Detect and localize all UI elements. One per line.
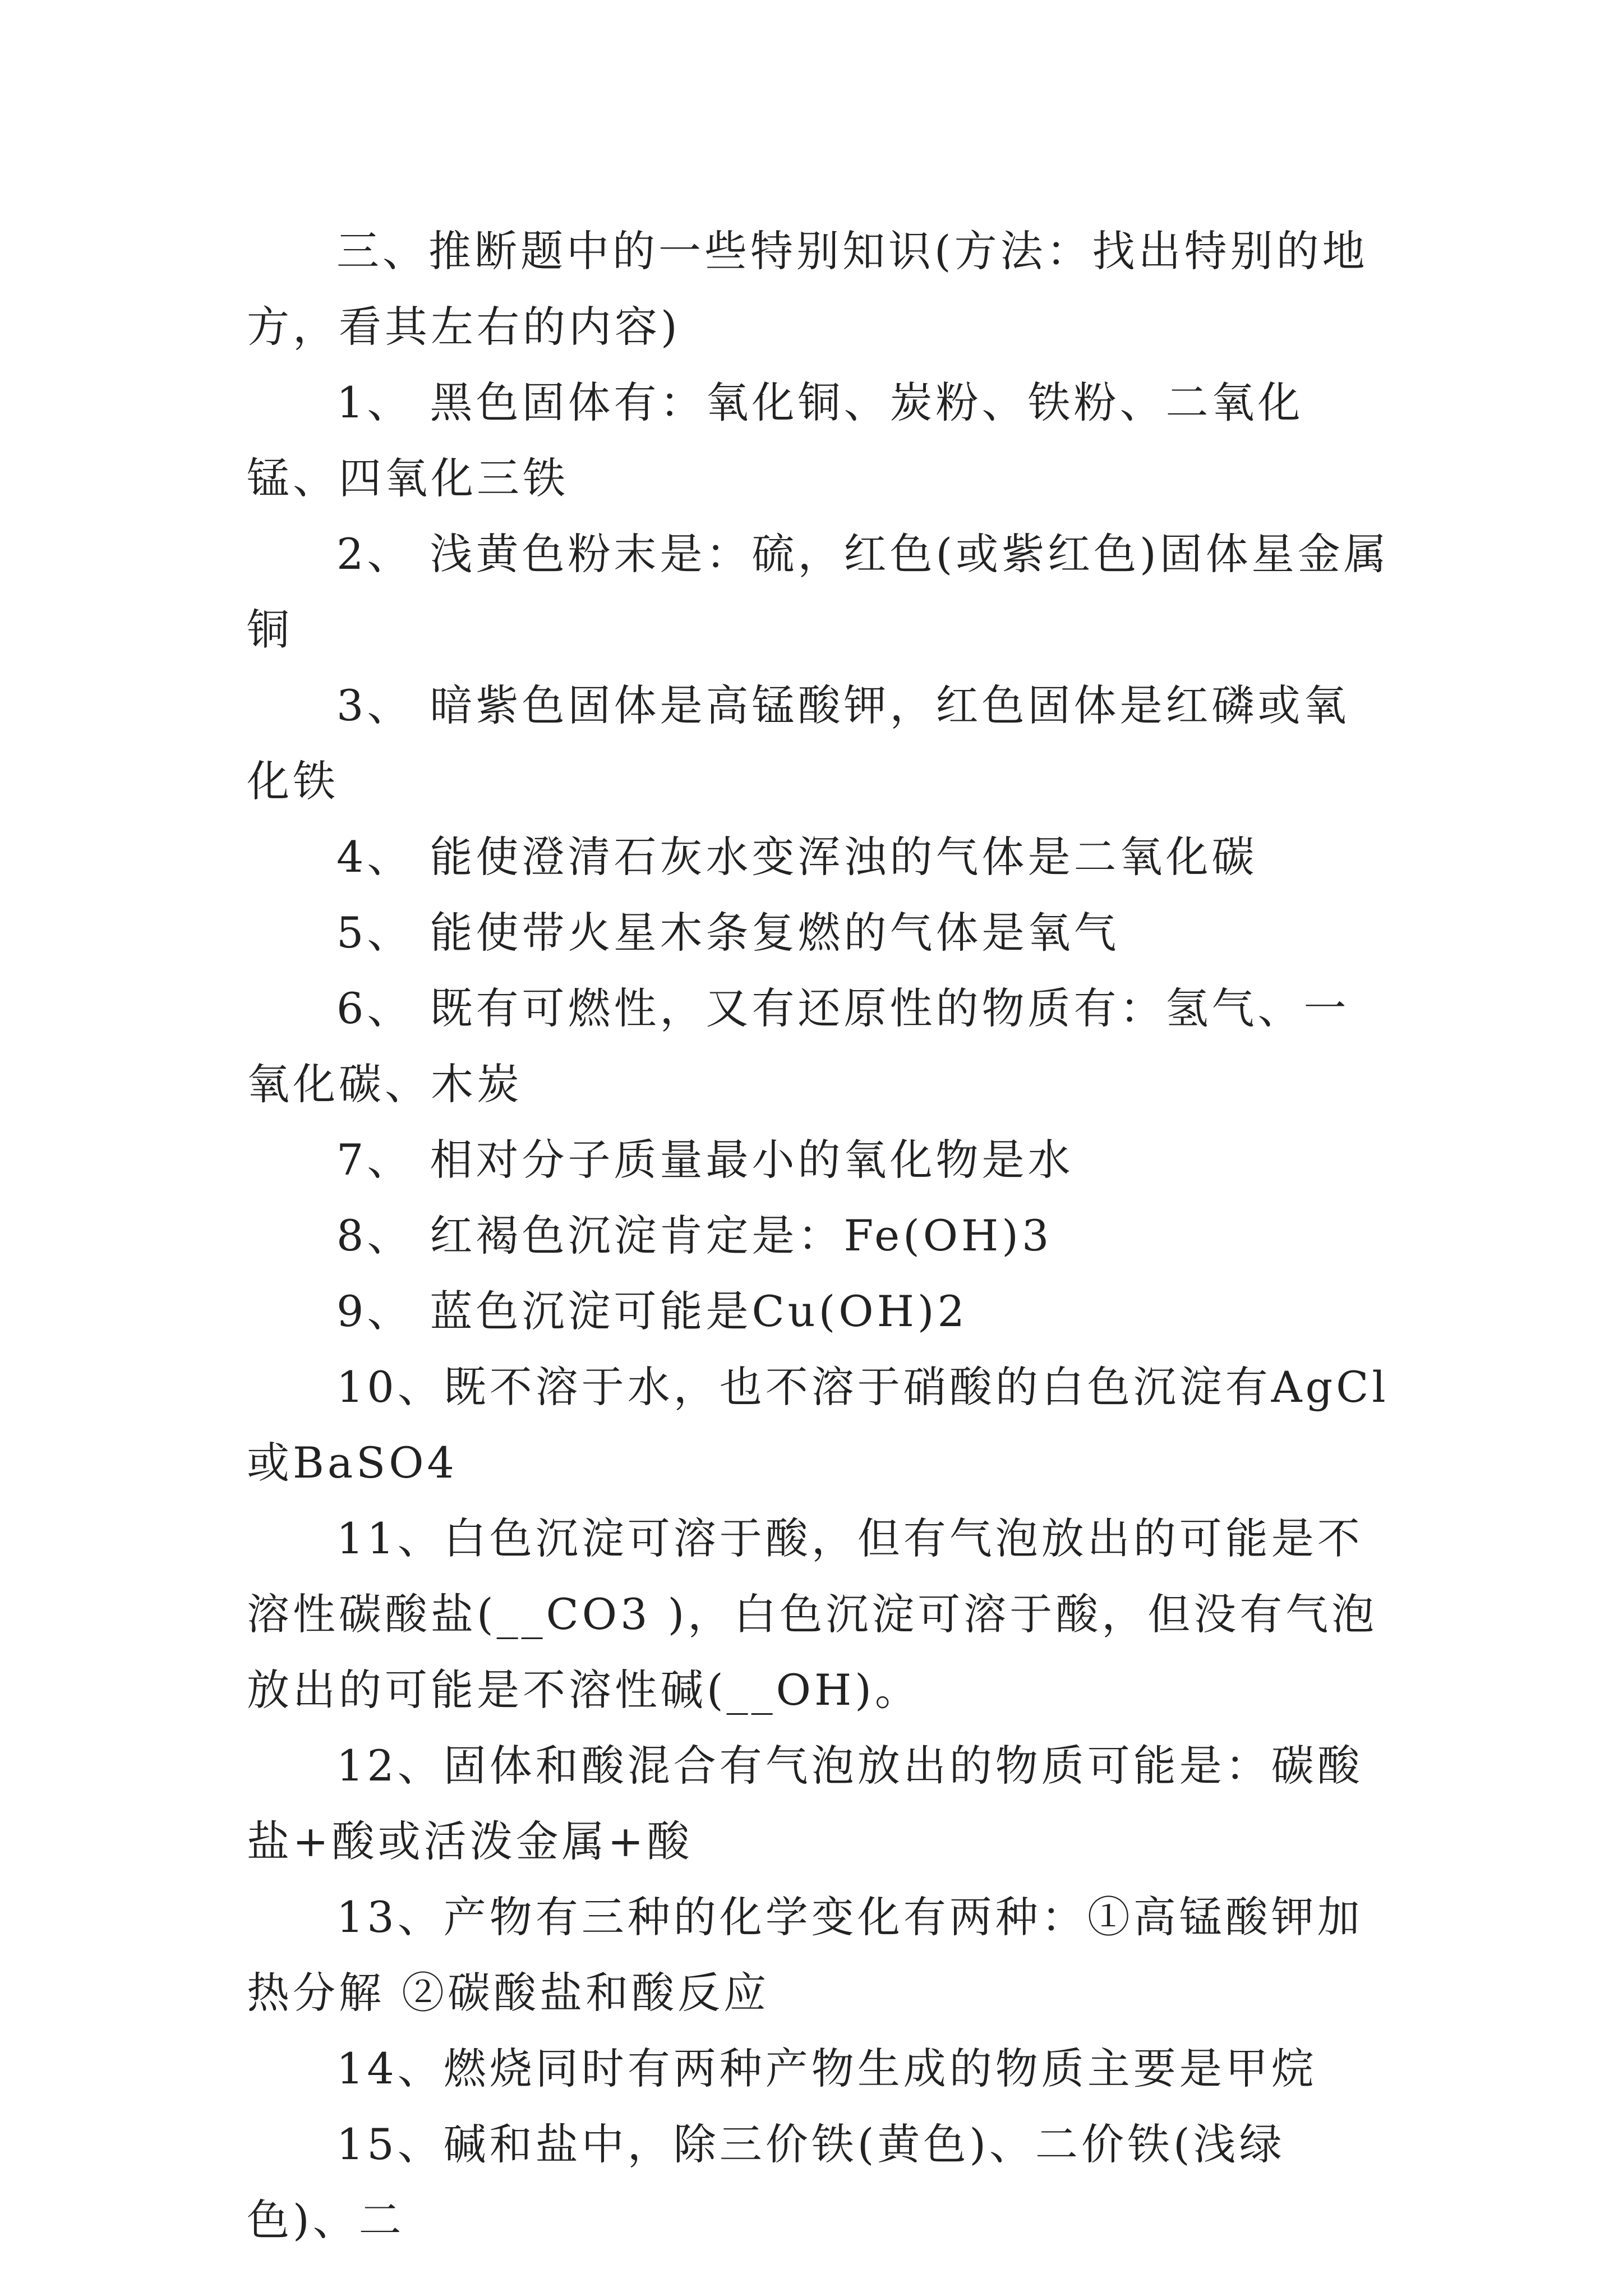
list-item-3: 3、 暗紫色固体是高锰酸钾，红色固体是红磷或氧化铁 bbox=[247, 680, 1350, 806]
list-item-13: 13、产物有三种的化学变化有两种：①高锰酸钾加热分解 ②碳酸盐和酸反应 bbox=[247, 1892, 1363, 2018]
list-item-12: 12、固体和酸混合有气泡放出的物质可能是：碳酸盐+酸或活泼金属+酸 bbox=[247, 1741, 1363, 1866]
list-item-6: 6、 既有可燃性，又有还原性的物质有：氢气、一氧化碳、木炭 bbox=[247, 983, 1350, 1109]
list-item-2: 2、 浅黄色粉末是：硫，红色(或紫红色)固体星金属铜 bbox=[247, 529, 1390, 655]
list-item-8: 8、 红褐色沉淀肯定是：Fe(OH)3 bbox=[336, 1211, 1053, 1260]
list-item-5: 5、 能使带火星木条复燃的气体是氧气 bbox=[336, 908, 1120, 958]
list-item-4: 4、 能使澄清石灰水变浑浊的气体是二氧化碳 bbox=[336, 832, 1258, 882]
document-body bbox=[247, 213, 1391, 2258]
heading-paragraph: 三、推断题中的一些特别知识(方法：找出特别的地方，看其左右的内容) bbox=[247, 226, 1368, 352]
list-item-11: 11、白色沉淀可溶于酸，但有气泡放出的可能是不溶性碳酸盐(__CO3 )，白色沉淀可溶于酸，但没有气泡放出的可能是不溶性碱(__OH)。 bbox=[247, 1513, 1378, 1715]
list-item-1: 1、 黑色固体有：氧化铜、炭粉、铁粉、二氧化锰、四氧化三铁 bbox=[247, 378, 1304, 503]
list-item-10: 10、既不溶于水，也不溶于硝酸的白色沉淀有AgCl或BaSO4 bbox=[247, 1362, 1389, 1488]
list-item-9: 9、 蓝色沉淀可能是Cu(OH)2 bbox=[336, 1286, 968, 1336]
list-item-7: 7、 相对分子质量最小的氧化物是水 bbox=[336, 1135, 1074, 1185]
list-item-15: 15、碱和盐中，除三价铁(黄色)、二价铁(浅绿色)、二 bbox=[247, 2119, 1285, 2245]
list-item-14: 14、燃烧同时有两种产物生成的物质主要是甲烷 bbox=[336, 2044, 1317, 2093]
